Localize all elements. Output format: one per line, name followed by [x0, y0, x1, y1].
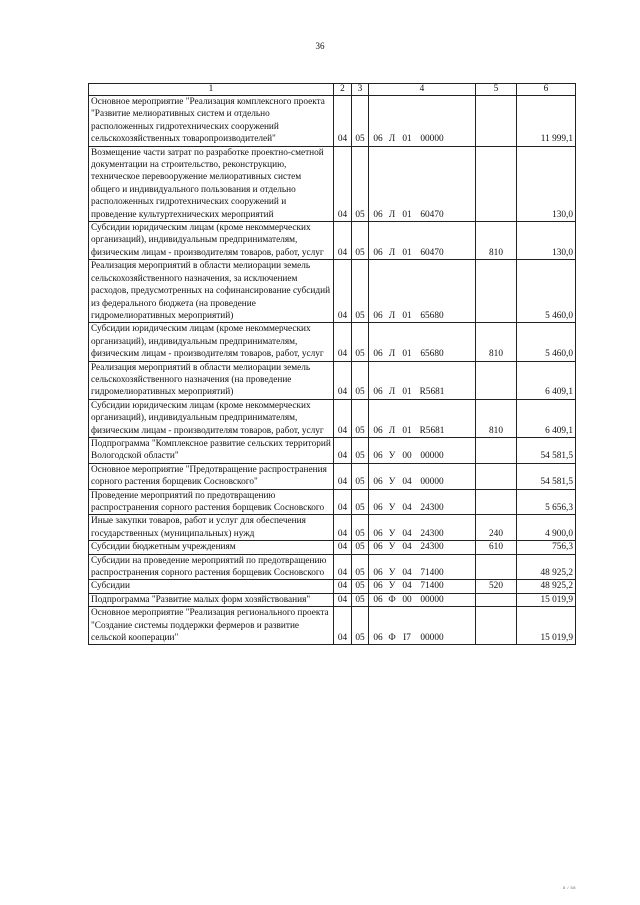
code-part: У: [388, 568, 396, 579]
column-header: 1: [89, 84, 334, 96]
row-col2: 04: [334, 593, 352, 606]
table-row: [89, 437, 576, 463]
row-code: [369, 541, 476, 554]
code-part: 01: [402, 425, 412, 436]
table-row: [89, 399, 576, 437]
column-header: 3: [352, 84, 369, 96]
code-part: 06: [373, 451, 383, 462]
row-col5: [476, 361, 517, 399]
row-name: Субсидии юридическим лицам (кроме некоммерческих организаций), индивидуальным предпринимателям, физическим лицам - производителям товаров, работ, услуг: [89, 222, 334, 260]
row-code: [369, 96, 476, 147]
code-part: 04: [402, 528, 412, 539]
row-col3: 05: [352, 323, 369, 361]
row-code: [369, 399, 476, 437]
row-code: [369, 593, 476, 606]
page-number: 36: [315, 41, 325, 51]
row-code: [369, 489, 476, 515]
code-part: 00000: [420, 594, 444, 605]
code-part: 06: [373, 503, 383, 513]
table-row: [89, 96, 576, 147]
row-col3: 05: [352, 489, 369, 515]
code-part: У: [388, 542, 396, 553]
row-amount: 130,0: [517, 146, 576, 221]
table-row: [89, 580, 576, 593]
footer-mark: 8 / 58: [563, 885, 577, 890]
code-part: У: [388, 451, 396, 462]
row-amount: 5 460,0: [517, 260, 576, 323]
row-col2: 04: [334, 463, 352, 489]
code-part: 00000: [420, 477, 444, 488]
row-col2: 04: [334, 607, 352, 645]
code-part: 04: [402, 503, 412, 513]
row-col3: 05: [352, 463, 369, 489]
code-part: 04: [402, 581, 412, 592]
row-amount: 11 999,1: [517, 96, 576, 147]
row-col2: 04: [334, 96, 352, 147]
code-part: 00000: [420, 451, 444, 462]
row-amount: 48 925,2: [517, 580, 576, 593]
row-col3: 05: [352, 541, 369, 554]
row-code: [369, 607, 476, 645]
row-amount: 5 460,0: [517, 323, 576, 361]
row-col5: 810: [476, 222, 517, 260]
code-part: R5681: [419, 425, 445, 436]
code-part: У: [388, 503, 396, 513]
code-part: 06: [373, 528, 383, 539]
row-col5: 810: [476, 399, 517, 437]
code-part: 24300: [420, 542, 444, 553]
row-name: Подпрограмма "Развитие малых форм хозяйствования": [89, 593, 334, 606]
code-part: 04: [402, 477, 412, 488]
row-col5: [476, 489, 517, 515]
code-part: 04: [402, 568, 412, 579]
row-col5: [476, 260, 517, 323]
row-code: [369, 323, 476, 361]
code-part: 06: [373, 310, 383, 321]
row-code: [369, 463, 476, 489]
row-col3: 05: [352, 260, 369, 323]
row-amount: 756,3: [517, 541, 576, 554]
code-part: У: [388, 528, 396, 539]
code-part: 06: [373, 425, 383, 436]
code-part: R5681: [419, 387, 445, 398]
table-row: [89, 607, 576, 645]
table-row: [89, 323, 576, 361]
row-col3: 05: [352, 361, 369, 399]
code-part: У: [388, 581, 396, 592]
table-row: [89, 260, 576, 323]
row-name: Основное мероприятие "Реализация комплексного проекта "Развитие мелиоративных систем и отдельно расположенных гидротехнических сооружений сельскохозяйственных товаропроизводителей": [89, 96, 334, 147]
row-col3: 05: [352, 593, 369, 606]
row-name: Реализация мероприятий в области мелиорации земель сельскохозяйственного назначения, за исключением расходов, предусмотренных на софинансирование субсидий из федерального бюджета (на проведение гидромелиоративных мероприятий): [89, 260, 334, 323]
code-part: Ф: [388, 594, 396, 605]
code-part: 06: [373, 247, 383, 258]
row-amount: 4 900,0: [517, 515, 576, 541]
code-part: 00: [402, 594, 412, 605]
table-row: [89, 515, 576, 541]
column-header: 5: [476, 84, 517, 96]
code-part: 01: [402, 387, 412, 398]
code-part: 01: [402, 209, 412, 220]
column-header: 6: [517, 84, 576, 96]
code-part: 24300: [420, 503, 444, 513]
row-col2: 04: [334, 146, 352, 221]
row-col2: 04: [334, 399, 352, 437]
code-part: Л: [388, 425, 396, 436]
row-col3: 05: [352, 607, 369, 645]
row-col5: 240: [476, 515, 517, 541]
row-name: Субсидии юридическим лицам (кроме некоммерческих организаций), индивидуальным предпринимателям, физическим лицам - производителям товаров, работ, услуг: [89, 399, 334, 437]
table-row: [89, 463, 576, 489]
code-part: 06: [373, 349, 383, 360]
code-part: 06: [373, 594, 383, 605]
table-row: [89, 593, 576, 606]
code-part: 01: [402, 310, 412, 321]
row-amount: 48 925,2: [517, 554, 576, 580]
row-col2: 04: [334, 361, 352, 399]
code-part: 01: [402, 134, 412, 145]
row-name: Основное мероприятие "Реализация регионального проекта "Создание системы поддержки фермеров и развитие сельской кооперации": [89, 607, 334, 645]
row-code: [369, 260, 476, 323]
row-code: [369, 554, 476, 580]
code-part: 06: [373, 387, 383, 398]
table-header-row: [89, 84, 576, 96]
row-col5: [476, 146, 517, 221]
column-header: 2: [334, 84, 352, 96]
row-amount: 54 581,5: [517, 463, 576, 489]
table-row: [89, 222, 576, 260]
row-col5: [476, 463, 517, 489]
row-code: [369, 580, 476, 593]
code-part: Л: [388, 134, 396, 145]
code-part: Л: [388, 349, 396, 360]
row-name: Субсидии: [89, 580, 334, 593]
row-col3: 05: [352, 554, 369, 580]
code-part: 60470: [420, 247, 444, 258]
row-amount: 15 019,9: [517, 593, 576, 606]
row-col2: 04: [334, 323, 352, 361]
code-part: 06: [373, 542, 383, 553]
code-part: 06: [373, 568, 383, 579]
row-code: [369, 222, 476, 260]
code-part: 71400: [420, 581, 444, 592]
row-col2: 04: [334, 489, 352, 515]
code-part: Л: [388, 209, 396, 220]
row-amount: 15 019,9: [517, 607, 576, 645]
code-part: Ф: [388, 633, 396, 644]
row-col2: 04: [334, 554, 352, 580]
row-amount: 54 581,5: [517, 437, 576, 463]
row-amount: 6 409,1: [517, 399, 576, 437]
code-part: I7: [403, 633, 411, 644]
row-col3: 05: [352, 437, 369, 463]
row-name: Подпрограмма "Комплексное развитие сельских территорий Вологодской области": [89, 437, 334, 463]
row-col2: 04: [334, 222, 352, 260]
code-part: 24300: [420, 528, 444, 539]
row-col5: [476, 96, 517, 147]
code-part: 04: [402, 542, 412, 553]
row-amount: 130,0: [517, 222, 576, 260]
row-col5: 610: [476, 541, 517, 554]
row-col2: 04: [334, 437, 352, 463]
row-col2: 04: [334, 260, 352, 323]
row-code: [369, 515, 476, 541]
row-col2: 04: [334, 580, 352, 593]
table-row: [89, 146, 576, 221]
row-code: [369, 146, 476, 221]
table-row: [89, 541, 576, 554]
row-col3: 05: [352, 146, 369, 221]
table-row: [89, 489, 576, 515]
row-col2: 04: [334, 515, 352, 541]
table-row: [89, 554, 576, 580]
code-part: 06: [373, 209, 383, 220]
row-name: Субсидии на проведение мероприятий по предотвращению распространения сорного растения борщевик Сосновского: [89, 554, 334, 580]
code-part: 60470: [420, 209, 444, 220]
row-name: Проведение мероприятий по предотвращению распространения сорного растения борщевик Сосновского: [89, 489, 334, 515]
row-col3: 05: [352, 515, 369, 541]
row-col2: 04: [334, 541, 352, 554]
code-part: 71400: [420, 568, 444, 579]
code-part: У: [388, 477, 396, 488]
code-part: 01: [402, 247, 412, 258]
row-name: Реализация мероприятий в области мелиорации земель сельскохозяйственного назначения (на проведение гидромелиоративных мероприятий): [89, 361, 334, 399]
row-col5: [476, 554, 517, 580]
row-col3: 05: [352, 96, 369, 147]
row-name: Субсидии юридическим лицам (кроме некоммерческих организаций), индивидуальным предпринимателям, физическим лицам - производителям товаров, работ, услуг: [89, 323, 334, 361]
code-part: 00000: [420, 134, 444, 145]
row-col5: 810: [476, 323, 517, 361]
row-col3: 05: [352, 399, 369, 437]
row-col3: 05: [352, 580, 369, 593]
code-part: 01: [402, 349, 412, 360]
row-name: Возмещение части затрат по разработке проектно-сметной документации на строительство, реконструкцию, техническое перевооружение мелиоративных систем общего и индивидуального пользования и отдельно расположенных гидротехнических сооружений и проведение культуртехнических мероприятий: [89, 146, 334, 221]
code-part: 00000: [420, 633, 444, 644]
code-part: Л: [388, 247, 396, 258]
table-row: [89, 361, 576, 399]
row-code: [369, 361, 476, 399]
code-part: 06: [373, 477, 383, 488]
code-part: Л: [388, 310, 396, 321]
row-name: Иные закупки товаров, работ и услуг для обеспечения государственных (муниципальных) нужд: [89, 515, 334, 541]
code-part: 06: [373, 134, 383, 145]
row-col5: [476, 607, 517, 645]
row-amount: 5 656,3: [517, 489, 576, 515]
row-name: Субсидии бюджетным учреждениям: [89, 541, 334, 554]
code-part: 65680: [420, 349, 444, 360]
code-part: 00: [402, 451, 412, 462]
code-part: 06: [373, 633, 383, 644]
row-amount: 6 409,1: [517, 361, 576, 399]
code-part: 65680: [420, 310, 444, 321]
row-name: Основное мероприятие "Предотвращение распространения сорного растения борщевик Сосновского": [89, 463, 334, 489]
code-part: 06: [373, 581, 383, 592]
row-col5: [476, 437, 517, 463]
row-col5: 520: [476, 580, 517, 593]
row-col3: 05: [352, 222, 369, 260]
code-part: Л: [388, 387, 396, 398]
column-header: 4: [369, 84, 476, 96]
row-col5: [476, 593, 517, 606]
row-code: [369, 437, 476, 463]
budget-table: [88, 83, 576, 645]
